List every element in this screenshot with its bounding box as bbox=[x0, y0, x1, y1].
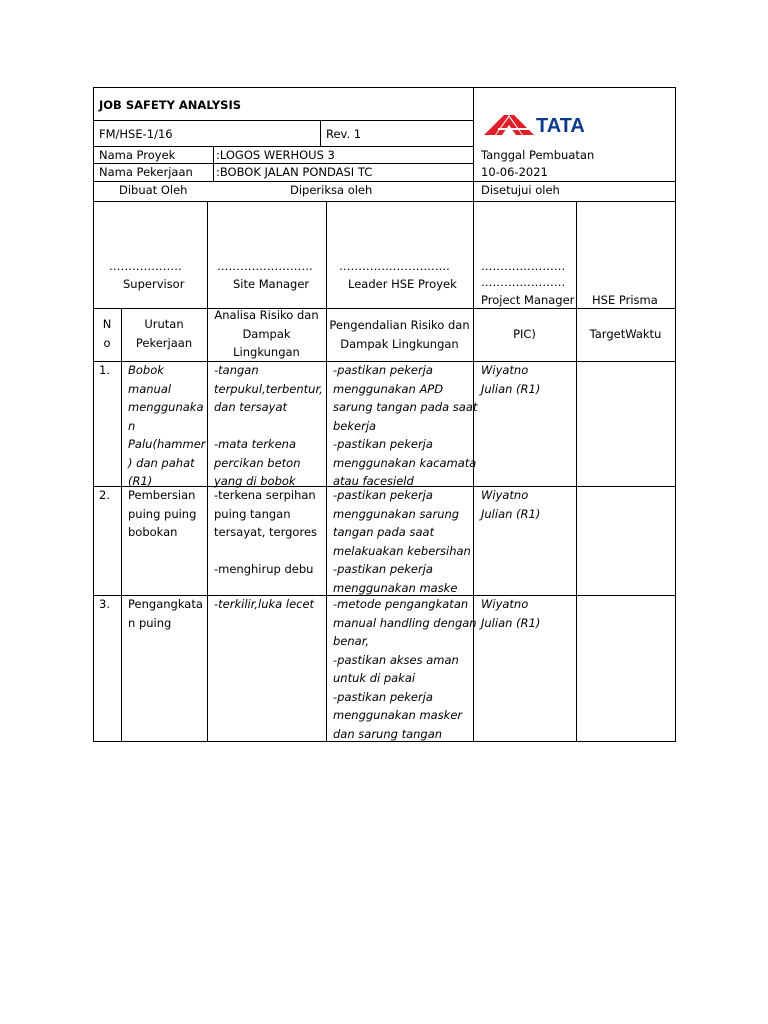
border-left bbox=[93, 87, 94, 742]
date-label: Tanggal Pembuatan bbox=[481, 148, 595, 162]
divider-no-col bbox=[121, 308, 122, 742]
logo-wordmark: TATA bbox=[536, 115, 585, 137]
border-top bbox=[93, 87, 676, 88]
column-risk: Analisa Risiko dan Dampak Lingkungan bbox=[214, 308, 319, 359]
made-by-label: Dibuat Oleh bbox=[119, 183, 188, 197]
job-value: :BOBOK JALAN PONDASI TC bbox=[216, 165, 373, 179]
rule-job bbox=[93, 181, 676, 182]
signature-line-site-manager: ……………………. bbox=[217, 259, 313, 273]
approved-by-label: Disetujui oleh bbox=[481, 183, 560, 197]
date-value: 10-06-2021 bbox=[481, 165, 548, 179]
divider-rev bbox=[320, 120, 321, 146]
row-2-task: Pembersian puing puing bobokan bbox=[128, 488, 197, 539]
tata-logo bbox=[482, 111, 602, 137]
project-value: :LOGOS WERHOUS 3 bbox=[216, 148, 335, 162]
signature-line-leader-hse: ……………………….. bbox=[339, 259, 450, 273]
row-1-pic: Wiyatno Julian (R1) bbox=[481, 363, 541, 396]
rule-project bbox=[93, 163, 473, 164]
row-2-no: 2. bbox=[99, 488, 110, 502]
divider-target-col bbox=[576, 201, 577, 742]
job-safety-analysis-form: JOB SAFETY ANALYSIS FM/HSE-1/16 Rev. 1 TATA Nama Proyek :LOGOS WERHOUS 3 Nama Pekerjaan :BOBOK JALAN PONDASI TC Tanggal Pembuatan 10-06-2021 Dibuat Oleh Diperiksa oleh Disetujui oleh ………………. ……………………. ……………………….. …………………. …………………. Supervisor Site Manager Leader HSE Proyek Project Manager HSE Prisma N o Urutan Pekerjaan Analisa Risiko dan Dampak Lingkungan Pengendalian Risiko dan Dampak Lingkungan PIC) TargetWaktu 1. Bobok manual menggunaka n Palu(hammer ) dan pahat (R1) -tangan terpukul,terbentur, dan tersayat -mata terkena percikan beton yang di bobok -pastikan pekerja menggunakan APD sarung tangan pada saat bekerja -pastikan pekerja menggunakan kacamata atau facesield Wiyatno Julian (R1) 2. Pembersian puing puing bobokan -terkena serpihan puing tangan tersayat, tergores -menghirup debu -pastikan pekerja menggunakan sarung tangan pada saat melakuakan kebersihan -pastikan pekerja menggunakan maske Wiyatno Julian (R1) 3. Pengangkata n puing -terkilir,luka lecet -metode pengangkatan manual handling dengan benar, -pastikan akses aman untuk di pakai -pastikan pekerja menggunakan masker dan sarung tangan Wiyatno Julian (R1) bbox=[93, 87, 676, 742]
document-title: JOB SAFETY ANALYSIS bbox=[99, 98, 242, 112]
row-3-no: 3. bbox=[99, 597, 110, 611]
rule-signature-heads bbox=[93, 201, 676, 202]
rule-title bbox=[93, 120, 473, 121]
row-2-pic: Wiyatno Julian (R1) bbox=[481, 488, 541, 521]
divider-task-col bbox=[207, 201, 208, 742]
role-project-manager: Project Manager bbox=[481, 293, 575, 307]
row-3-control: -metode pengangkatan manual handling dengan benar, -pastikan akses aman untuk di pakai -pastikan pekerja menggunakan masker dan sarung tangan bbox=[333, 597, 477, 741]
divider-info-labels bbox=[213, 146, 214, 181]
role-site-manager: Site Manager bbox=[233, 277, 310, 291]
column-no: N o bbox=[102, 317, 112, 350]
divider-control-col bbox=[326, 201, 327, 742]
column-control: Pengendalian Risiko dan Dampak Lingkungan bbox=[329, 318, 470, 351]
column-target: TargetWaktu bbox=[589, 327, 662, 341]
rule-form-code bbox=[93, 146, 473, 147]
form-code: FM/HSE-1/16 bbox=[99, 127, 173, 141]
row-3-risk: -terkilir,luka lecet bbox=[214, 597, 315, 611]
project-label: Nama Proyek bbox=[99, 148, 176, 162]
column-pic: PIC) bbox=[513, 327, 536, 341]
row-2-control: -pastikan pekerja menggunakan sarung tangan pada saat melakuakan kebersihan -pastikan pekerja menggunakan maske bbox=[333, 488, 471, 595]
job-label: Nama Pekerjaan bbox=[99, 165, 193, 179]
border-right bbox=[675, 87, 676, 742]
row-2-risk: -terkena serpihan puing tangan tersayat, tergores -menghirup debu bbox=[214, 488, 318, 576]
rule-signatures bbox=[93, 308, 676, 309]
role-supervisor: Supervisor bbox=[123, 277, 185, 291]
row-1-no: 1. bbox=[99, 363, 110, 377]
row-3-pic: Wiyatno Julian (R1) bbox=[481, 597, 541, 630]
revision: Rev. 1 bbox=[326, 127, 362, 141]
column-task: Urutan Pekerjaan bbox=[135, 317, 193, 350]
row-3-task: Pengangkata n puing bbox=[128, 597, 203, 630]
row-1-task: Bobok manual menggunaka n Palu(hammer ) dan pahat (R1) bbox=[128, 363, 206, 488]
role-leader-hse: Leader HSE Proyek bbox=[348, 277, 457, 291]
signature-line-project-manager-2: …………………. bbox=[481, 275, 566, 289]
role-hse-prisma: HSE Prisma bbox=[592, 293, 658, 307]
signature-line-supervisor: ………………. bbox=[109, 259, 182, 273]
row-1-risk: -tangan terpukul,terbentur, dan tersayat -mata terkena percikan beton yang di bobok bbox=[214, 363, 323, 488]
tata-logo-mark-icon bbox=[482, 111, 602, 137]
signature-line-project-manager: …………………. bbox=[481, 259, 566, 273]
row-1-control: -pastikan pekerja menggunakan APD sarung tangan pada saat bekerja -pastikan pekerja menggunakan kacamata atau facesield bbox=[333, 363, 478, 488]
